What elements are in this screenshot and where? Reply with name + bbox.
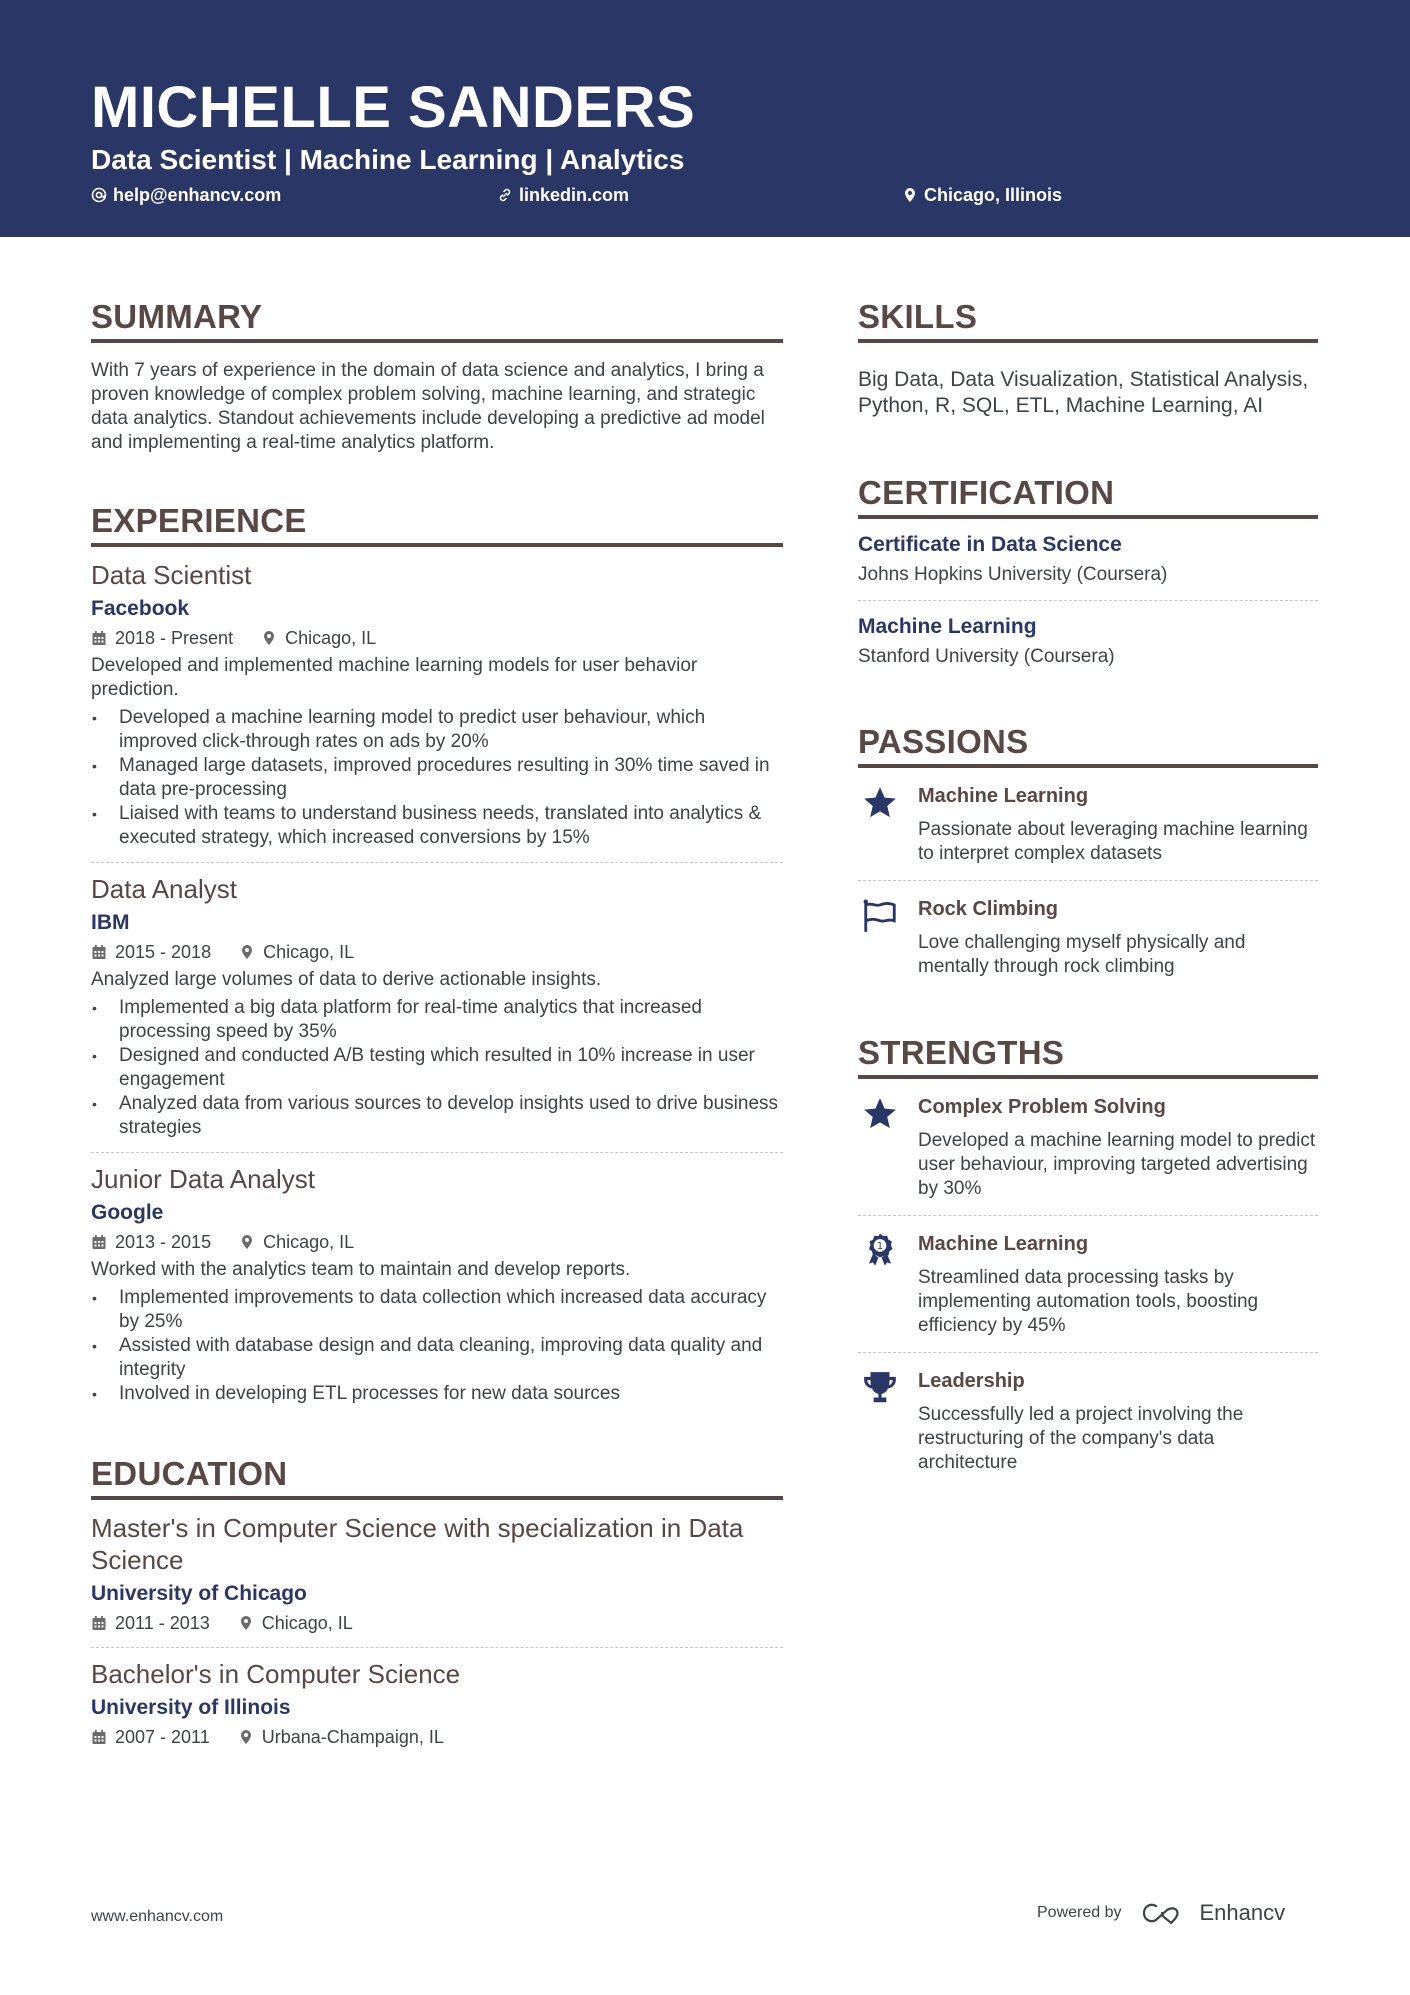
location-pin-icon: [239, 1234, 255, 1250]
section-title-passions: PASSIONS: [858, 722, 1318, 768]
resume-header: [0, 0, 1410, 237]
summary-section: [91, 297, 783, 455]
location-pin-icon: [238, 1729, 254, 1745]
job-dates: 2013 - 2015: [115, 1232, 212, 1252]
certification-issuer: Stanford University (Coursera): [858, 646, 1115, 667]
section-title-summary: SUMMARY: [91, 297, 783, 343]
contact-linkedin[interactable]: [497, 183, 629, 207]
job-meta: [91, 1230, 783, 1254]
strength-entry: [858, 1353, 1318, 1489]
location-pin-icon: [238, 1615, 254, 1631]
award-ribbon-icon: [861, 1232, 899, 1270]
passions-section: [858, 722, 1318, 993]
trophy-icon: [861, 1369, 899, 1407]
education-meta: [91, 1725, 783, 1749]
section-title-experience: EXPERIENCE: [91, 501, 783, 547]
footer-branding: [1037, 1900, 1285, 1926]
certification-issuer: Johns Hopkins University (Coursera): [858, 564, 1168, 585]
bullet-item: • Designed and conducted A/B testing which resulted in 10% increase in user engagement: [91, 1044, 783, 1092]
brand-name: Enhancv: [1199, 1900, 1286, 1925]
strength-description: Developed a machine learning model to predict user behaviour, improving targeted advertising by 30%: [918, 1130, 1316, 1199]
location-pin-icon: [261, 630, 277, 646]
bullet-item: • Liaised with teams to understand business needs, translated into analytics & executed strategy, which increased conversions by 15%: [91, 802, 783, 850]
bullet-item: • Implemented improvements to data collection which increased data accuracy by 25%: [91, 1286, 783, 1334]
education-dates: 2011 - 2013: [115, 1613, 210, 1633]
strength-entry: [858, 1079, 1318, 1216]
job-role: Data Scientist: [91, 560, 252, 590]
job-dates: 2015 - 2018: [115, 942, 212, 962]
calendar-icon: [91, 1615, 107, 1631]
passion-title: Machine Learning: [918, 785, 1089, 807]
enhancv-logo-icon: [1142, 1900, 1188, 1926]
certification-title: Certificate in Data Science: [858, 533, 1122, 556]
strengths-section: [858, 1033, 1318, 1489]
location-pin-icon: [902, 187, 918, 203]
powered-by-label: Powered by: [1037, 1904, 1122, 1921]
section-title-skills: SKILLS: [858, 297, 1318, 343]
company-name: IBM: [91, 911, 130, 934]
job-bullets: [91, 1286, 783, 1406]
strength-description: Streamlined data processing tasks by implementing automation tools, boosting efficiency by 45%: [918, 1267, 1259, 1336]
passion-title: Rock Climbing: [918, 898, 1059, 920]
job-dates: 2018 - Present: [115, 628, 234, 648]
bullet-item: • Developed a machine learning model to predict user behaviour, which improved click-through rates on ads by 20%: [91, 706, 783, 754]
certification-title: Machine Learning: [858, 615, 1037, 638]
education-meta: [91, 1611, 783, 1635]
job-description: Worked with the analytics team to maintain and develop reports.: [91, 1259, 631, 1280]
job-location: Chicago, IL: [263, 942, 355, 962]
footer-website[interactable]: www.enhancv.com: [91, 1908, 224, 1925]
school-name: University of Illinois: [91, 1696, 291, 1719]
education-location: Urbana-Champaign, IL: [261, 1727, 444, 1747]
candidate-title: Data Scientist | Machine Learning | Analytics: [91, 144, 685, 175]
certification-entry: [858, 519, 1318, 601]
company-name: Google: [91, 1201, 164, 1224]
calendar-icon: [91, 1234, 107, 1250]
section-title-education: EDUCATION: [91, 1454, 783, 1500]
school-name: University of Chicago: [91, 1582, 307, 1605]
bullet-item: • Involved in developing ETL processes for new data sources: [91, 1382, 783, 1406]
education-entry: [91, 1648, 783, 1761]
passion-description: Love challenging myself physically and mentally through rock climbing: [918, 932, 1246, 977]
experience-entry: [91, 863, 783, 1153]
job-bullets: [91, 706, 783, 850]
education-dates: 2007 - 2011: [115, 1727, 210, 1747]
job-bullets: [91, 996, 783, 1140]
passion-description: Passionate about leveraging machine learning to interpret complex datasets: [918, 819, 1308, 864]
bullet-item: • Implemented a big data platform for real-time analytics that increased processing speed by 35%: [91, 996, 783, 1044]
job-meta: [91, 626, 783, 650]
contact-location: [902, 183, 1062, 207]
certification-section: [858, 473, 1318, 682]
section-title-certification: CERTIFICATION: [858, 473, 1318, 519]
company-name: Facebook: [91, 597, 190, 620]
contact-email[interactable]: [91, 183, 281, 207]
job-location: Chicago, IL: [263, 1232, 355, 1252]
skills-text: Big Data, Data Visualization, Statistical Analysis, Python, R, SQL, ETL, Machine Learning, AI: [858, 368, 1309, 417]
education-entry: [91, 1500, 783, 1648]
calendar-icon: [91, 944, 107, 960]
star-icon: [861, 1095, 899, 1133]
strength-title: Leadership: [918, 1370, 1025, 1392]
strength-title: Machine Learning: [918, 1233, 1089, 1255]
at-icon: [91, 187, 107, 203]
strength-entry: [858, 1216, 1318, 1353]
strength-title: Complex Problem Solving: [918, 1096, 1166, 1118]
education-section: [91, 1454, 783, 1761]
location-pin-icon: [239, 944, 255, 960]
job-description: Developed and implemented machine learning models for user behavior prediction.: [91, 655, 698, 700]
link-icon: [497, 187, 513, 203]
bullet-item: • Managed large datasets, improved procedures resulting in 30% time saved in data pre-processing: [91, 754, 783, 802]
job-role: Data Analyst: [91, 874, 237, 904]
calendar-icon: [91, 1729, 107, 1745]
experience-entry: [91, 547, 783, 863]
email-text: help@enhancv.com: [113, 185, 282, 205]
bullet-item: • Assisted with database design and data cleaning, improving data quality and integrity: [91, 1334, 783, 1382]
star-icon: [861, 784, 899, 822]
contact-row: [91, 183, 1321, 207]
job-meta: [91, 940, 783, 964]
calendar-icon: [91, 630, 107, 646]
skills-section: [858, 297, 1318, 419]
degree-title: Master's in Computer Science with specialization in Data Science: [91, 1513, 744, 1575]
job-description: Analyzed large volumes of data to derive actionable insights.: [91, 969, 602, 990]
job-role: Junior Data Analyst: [91, 1164, 316, 1194]
location-text: Chicago, Illinois: [924, 185, 1063, 205]
bullet-item: • Analyzed data from various sources to develop insights used to drive business strategies: [91, 1092, 783, 1140]
candidate-name: MICHELLE SANDERS: [91, 75, 696, 140]
degree-title: Bachelor's in Computer Science: [91, 1659, 461, 1689]
summary-text: With 7 years of experience in the domain of data science and analytics, I bring a proven knowledge of complex problem solving, machine learning, and strategic data analytics. Standout achievements include developing a predictive ad model and implementing a real-time analytics platform.: [91, 360, 765, 453]
svg-text:1: 1: [876, 1240, 884, 1252]
passion-entry: [858, 881, 1318, 993]
right-column: [858, 297, 1318, 1489]
left-column: [91, 297, 783, 1761]
linkedin-text: linkedin.com: [519, 185, 630, 205]
flag-icon: [861, 897, 899, 935]
passion-entry: [858, 768, 1318, 881]
experience-section: [91, 501, 783, 1418]
strength-description: Successfully led a project involving the restructuring of the company's data architecture: [918, 1404, 1244, 1473]
education-location: Chicago, IL: [261, 1613, 353, 1633]
brand-logo[interactable]: [1142, 1900, 1286, 1926]
job-location: Chicago, IL: [285, 628, 377, 648]
certification-entry: [858, 601, 1318, 682]
experience-entry: [91, 1153, 783, 1418]
section-title-strengths: STRENGTHS: [858, 1033, 1318, 1079]
